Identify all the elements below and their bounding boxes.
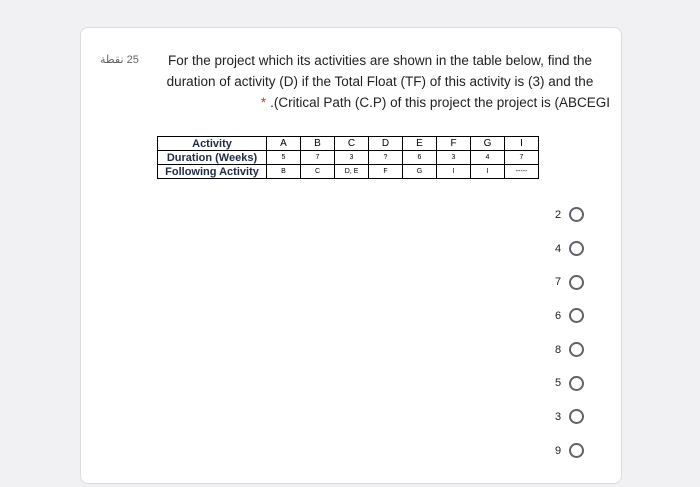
radio-button[interactable]: [569, 342, 584, 357]
answer-option[interactable]: [555, 434, 584, 468]
answer-option[interactable]: [555, 299, 584, 333]
table-cell: 4: [471, 151, 505, 165]
radio-button[interactable]: [569, 308, 584, 323]
table-row: [158, 137, 539, 151]
answer-options: [555, 198, 584, 468]
radio-button[interactable]: [569, 409, 584, 424]
question-line-1: For the project which its activities are shown in the table below, find the: [168, 53, 592, 68]
question-line-3: [150, 92, 610, 113]
table-cell: E: [403, 137, 437, 151]
table-cell: B: [267, 165, 301, 179]
activity-table: [157, 136, 539, 179]
table-cell: 7: [505, 151, 539, 165]
row-label: Activity: [158, 137, 267, 151]
table-row: [158, 151, 539, 165]
table-cell: I: [471, 165, 505, 179]
option-label: 9: [555, 444, 562, 457]
table-cell: -----: [505, 165, 539, 179]
radio-button[interactable]: [569, 376, 584, 391]
table-cell: 5: [267, 151, 301, 165]
question-line-2: duration of activity (D) if the Total Float (TF) of this activity is (3) and the: [166, 74, 594, 89]
option-label: 6: [555, 309, 562, 322]
option-label: 8: [555, 343, 562, 356]
table-cell: G: [471, 137, 505, 151]
table-cell: F: [369, 165, 403, 179]
option-label: 7: [555, 276, 562, 289]
table-cell: G: [403, 165, 437, 179]
answer-option[interactable]: [555, 232, 584, 266]
table-cell: 3: [437, 151, 471, 165]
answer-option[interactable]: [555, 366, 584, 400]
radio-button[interactable]: [569, 207, 584, 222]
table-cell: A: [267, 137, 301, 151]
option-label: 3: [555, 410, 562, 423]
radio-button[interactable]: [569, 275, 584, 290]
required-asterisk: *: [260, 95, 267, 110]
answer-option[interactable]: [555, 333, 584, 367]
radio-button[interactable]: [569, 241, 584, 256]
table-cell: C: [335, 137, 369, 151]
points-label: 25 نقطة: [100, 54, 139, 66]
table-cell: 3: [335, 151, 369, 165]
table-cell: B: [301, 137, 335, 151]
table-cell: ?: [369, 151, 403, 165]
table-cell: 6: [403, 151, 437, 165]
answer-option[interactable]: [555, 265, 584, 299]
question-line-3-text: .(Critical Path (C.P) of this project the project is (ABCEGI: [270, 95, 610, 110]
table-cell: D: [369, 137, 403, 151]
table-cell: I: [437, 165, 471, 179]
option-label: 2: [555, 208, 562, 221]
table-row: [158, 165, 539, 179]
option-label: 4: [555, 242, 562, 255]
table-cell: I: [505, 137, 539, 151]
row-label: Following Activity: [158, 165, 267, 179]
table-cell: F: [437, 137, 471, 151]
table-cell: 7: [301, 151, 335, 165]
option-label: 5: [555, 377, 562, 390]
table-cell: D, E: [335, 165, 369, 179]
radio-button[interactable]: [569, 443, 584, 458]
question-text: [150, 50, 610, 113]
answer-option[interactable]: [555, 198, 584, 232]
answer-option[interactable]: [555, 400, 584, 434]
row-label: Duration (Weeks): [158, 151, 267, 165]
table-cell: C: [301, 165, 335, 179]
